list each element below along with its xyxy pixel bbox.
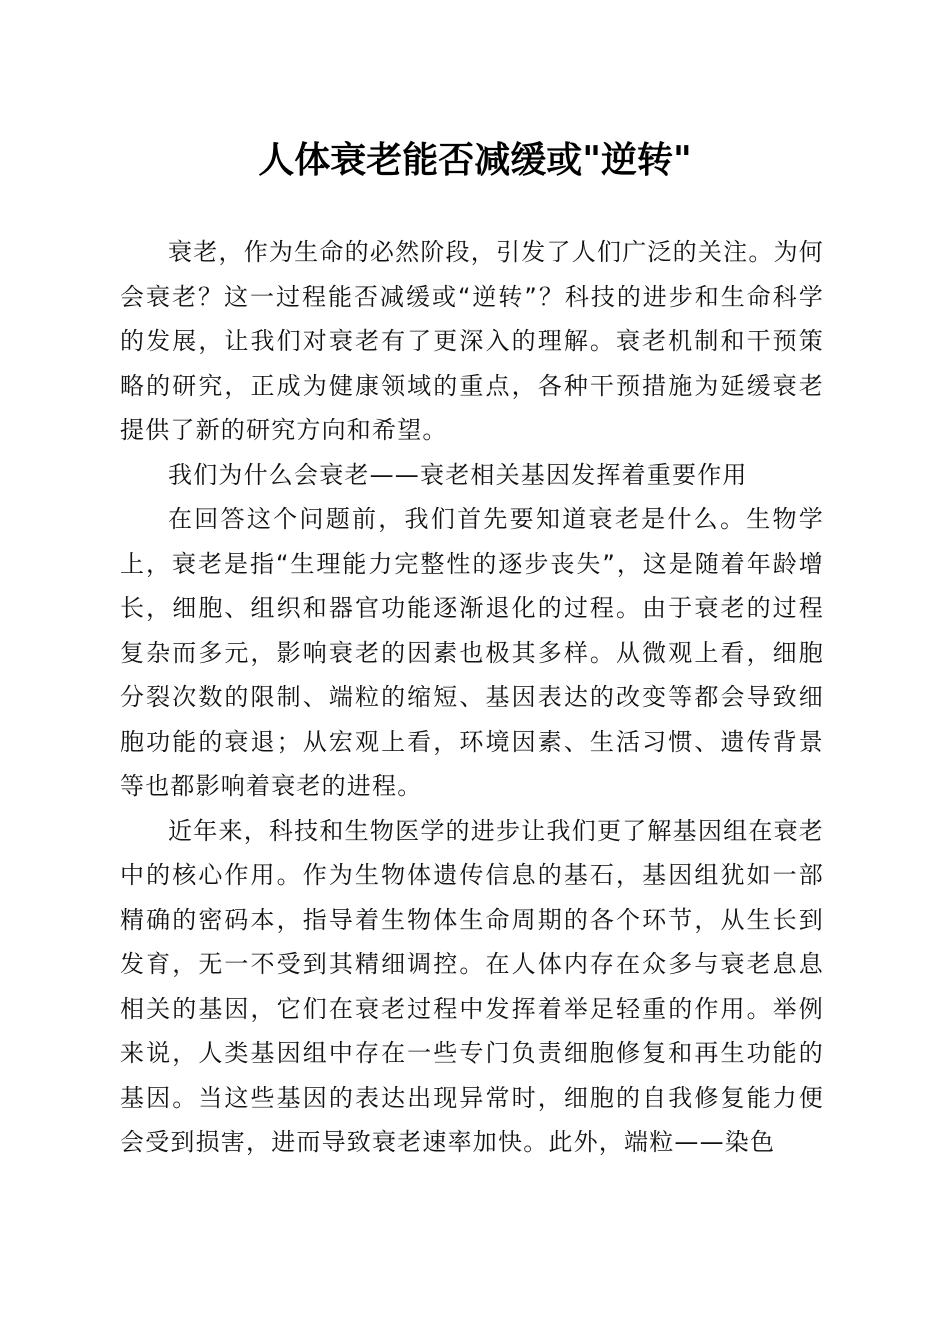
paragraph-definition: 在回答这个问题前，我们首先要知道衰老是什么。生物学上，衰老是指“生理能力完整性的逐步丧失”，这是随着年龄增长，细胞、组织和器官功能逐渐退化的过程。由于衰老的过程复杂而多元，影响衰老的因素也极其多样。从微观上看，细胞分裂次数的限制、端粒的缩短、基因表达的改变等都会导致细胞功能的衰退；从宏观上看，环境因素、生活习惯、遗传背景等也都影响着衰老的进程。	[120, 505, 824, 800]
paragraph-genome: 近年来，科技和生物医学的进步让我们更了解基因组在衰老中的核心作用。作为生物体遗传信息的基石，基因组犹如一部精确的密码本，指导着生物体生命周期的各个环节，从生长到发育，无一不受到其精细调控。在人体内存在众多与衰老息息相关的基因，它们在衰老过程中发挥着举足轻重的作用。举例来说，人类基因组中存在一些专门负责细胞修复和再生功能的基因。当这些基因的表达出现异常时，细胞的自我修复能力便会受到损害，进而导致衰老速率加快。此外，端粒——染色	[120, 816, 824, 1156]
paragraph-intro: 衰老，作为生命的必然阶段，引发了人们广泛的关注。为何会衰老？这一过程能否减缓或“逆转”？科技的进步和生命科学的发展，让我们对衰老有了更深入的理解。衰老机制和干预策略的研究，正成为健康领域的重点，各种干预措施为延缓衰老提供了新的研究方向和希望。	[120, 238, 824, 444]
document-title: 人体衰老能否减缓或"逆转"	[258, 139, 692, 181]
document-body	[120, 230, 824, 1156]
section-heading: 我们为什么会衰老——衰老相关基因发挥着重要作用	[168, 460, 748, 489]
